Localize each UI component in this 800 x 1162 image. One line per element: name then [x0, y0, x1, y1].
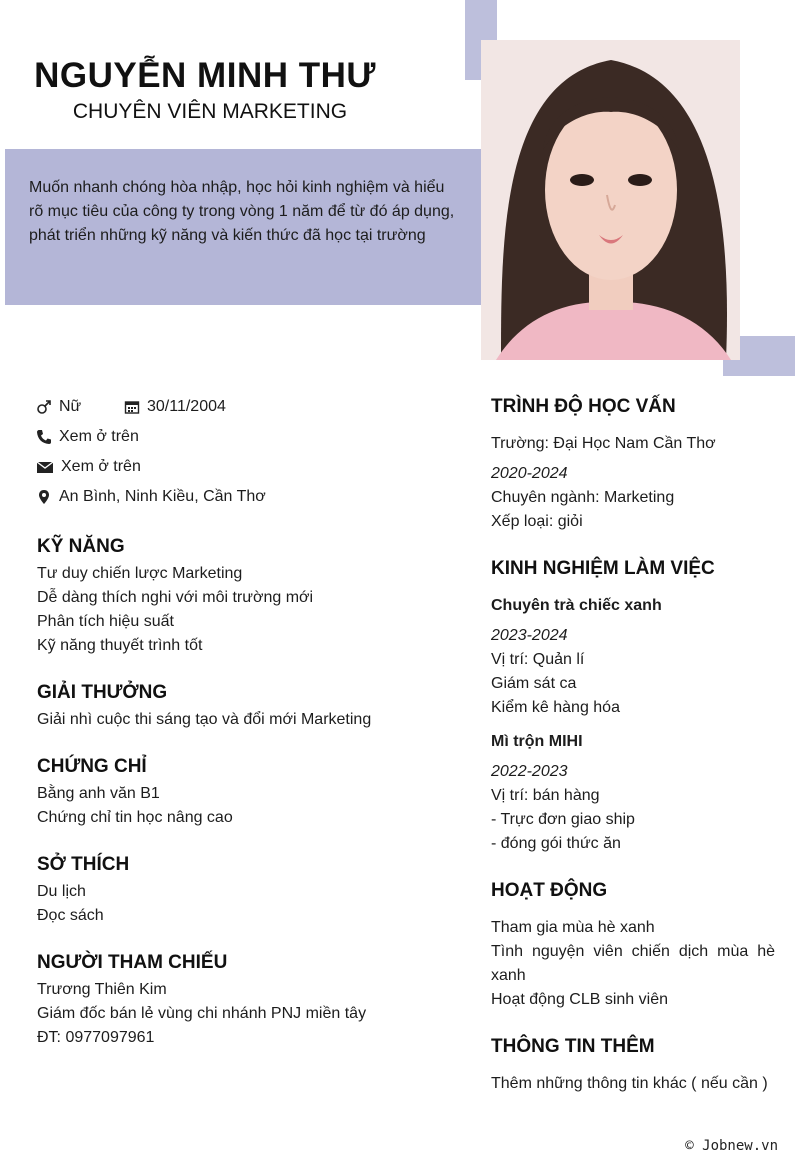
- references-list: [37, 978, 366, 1050]
- list-item: Giải nhì cuộc thi sáng tạo và đổi mới Marketing: [37, 711, 372, 728]
- portrait-illustration: [481, 40, 740, 360]
- footer-credit: © Jobnew.vn: [685, 1138, 778, 1154]
- list-item: ĐT: 0977097961: [37, 1029, 155, 1046]
- address-value: An Bình, Ninh Kiều, Cần Thơ: [59, 488, 266, 505]
- objective-text: Muốn nhanh chóng hòa nhập, học hỏi kinh nghiệm và hiểu rõ mục tiêu của công ty trong vòng 1 năm để từ đó áp dụng, phát triển những kỹ năng và kiến thức đã học tại trường: [29, 179, 455, 244]
- list-item: Hoạt động CLB sinh viên: [491, 991, 668, 1008]
- dob-value: 30/11/2004: [147, 398, 226, 415]
- extra-info-text: Thêm những thông tin khác ( nếu cần ): [491, 1075, 768, 1092]
- list-item: Bằng anh văn B1: [37, 785, 160, 802]
- candidate-role: CHUYÊN VIÊN MARKETING: [72, 100, 348, 123]
- list-item: Tham gia mùa hè xanh: [491, 919, 655, 936]
- phone-icon: [36, 429, 52, 445]
- hobbies-list: [37, 880, 104, 928]
- education-major: Chuyên ngành: Marketing: [491, 489, 675, 506]
- job-period: 2022-2023: [491, 763, 568, 780]
- education-details: [491, 432, 781, 534]
- gender-icon: [36, 399, 52, 415]
- contact-gender: [36, 398, 81, 416]
- awards-title: GIẢI THƯỞNG: [37, 682, 168, 703]
- email-value: Xem ở trên: [61, 458, 141, 475]
- job-detail: Giám sát ca: [491, 675, 577, 692]
- education-grade: Xếp loại: giỏi: [491, 513, 583, 530]
- contact-phone: [36, 428, 139, 446]
- list-item: Tình nguyện viên chiến dịch mùa hè xanh: [491, 943, 775, 984]
- references-title: NGƯỜI THAM CHIẾU: [37, 952, 228, 973]
- contact-email: [36, 458, 141, 476]
- education-school: Trường: Đại Học Nam Cần Thơ: [491, 435, 716, 452]
- certificates-title: CHỨNG CHỈ: [37, 756, 147, 777]
- job-detail: - Trực đơn giao ship: [491, 811, 635, 828]
- list-item: Giám đốc bán lẻ vùng chi nhánh PNJ miền tây: [37, 1005, 367, 1022]
- job-detail: - đóng gói thức ăn: [491, 835, 621, 852]
- contact-dob: [124, 398, 226, 416]
- gender-value: Nữ: [59, 398, 82, 415]
- activities-list: [491, 916, 775, 1012]
- skills-list: [37, 562, 313, 658]
- skills-title: KỸ NĂNG: [37, 536, 125, 557]
- education-title: TRÌNH ĐỘ HỌC VẤN: [491, 396, 676, 417]
- hobbies-title: SỞ THÍCH: [37, 854, 130, 875]
- list-item: Trương Thiên Kim: [37, 981, 167, 998]
- experience-title: KINH NGHIỆM LÀM VIỆC: [491, 558, 715, 579]
- phone-value: Xem ở trên: [59, 428, 139, 445]
- job-company: Mì trộn MIHI: [491, 733, 583, 750]
- location-pin-icon: [36, 489, 52, 505]
- calendar-icon: [124, 399, 140, 415]
- job-detail: Vị trí: bán hàng: [491, 787, 600, 804]
- activities-title: HOẠT ĐỘNG: [491, 880, 608, 901]
- list-item: Phân tích hiệu suất: [37, 613, 174, 630]
- experience-job-1: [491, 594, 781, 720]
- candidate-name: NGUYỄN MINH THƯ: [34, 56, 376, 95]
- job-period: 2023-2024: [491, 627, 568, 644]
- list-item: Du lịch: [37, 883, 86, 900]
- list-item: Kỹ năng thuyết trình tốt: [37, 637, 203, 654]
- certificates-list: [37, 782, 233, 830]
- job-company: Chuyên trà chiếc xanh: [491, 597, 662, 614]
- envelope-icon: [36, 459, 54, 475]
- list-item: Dễ dàng thích nghi với môi trường mới: [37, 589, 314, 606]
- experience-job-2: [491, 730, 781, 856]
- profile-photo: [481, 40, 740, 360]
- list-item: Tư duy chiến lược Marketing: [37, 565, 243, 582]
- objective-box: [5, 149, 481, 305]
- list-item: Đọc sách: [37, 907, 104, 924]
- list-item: Chứng chỉ tin học nâng cao: [37, 809, 233, 826]
- education-period: 2020-2024: [491, 465, 568, 482]
- job-detail: Kiểm kê hàng hóa: [491, 699, 620, 716]
- contact-address: [36, 488, 266, 506]
- extra-info-title: THÔNG TIN THÊM: [491, 1036, 655, 1057]
- awards-list: [37, 708, 371, 732]
- job-detail: Vị trí: Quản lí: [491, 651, 585, 668]
